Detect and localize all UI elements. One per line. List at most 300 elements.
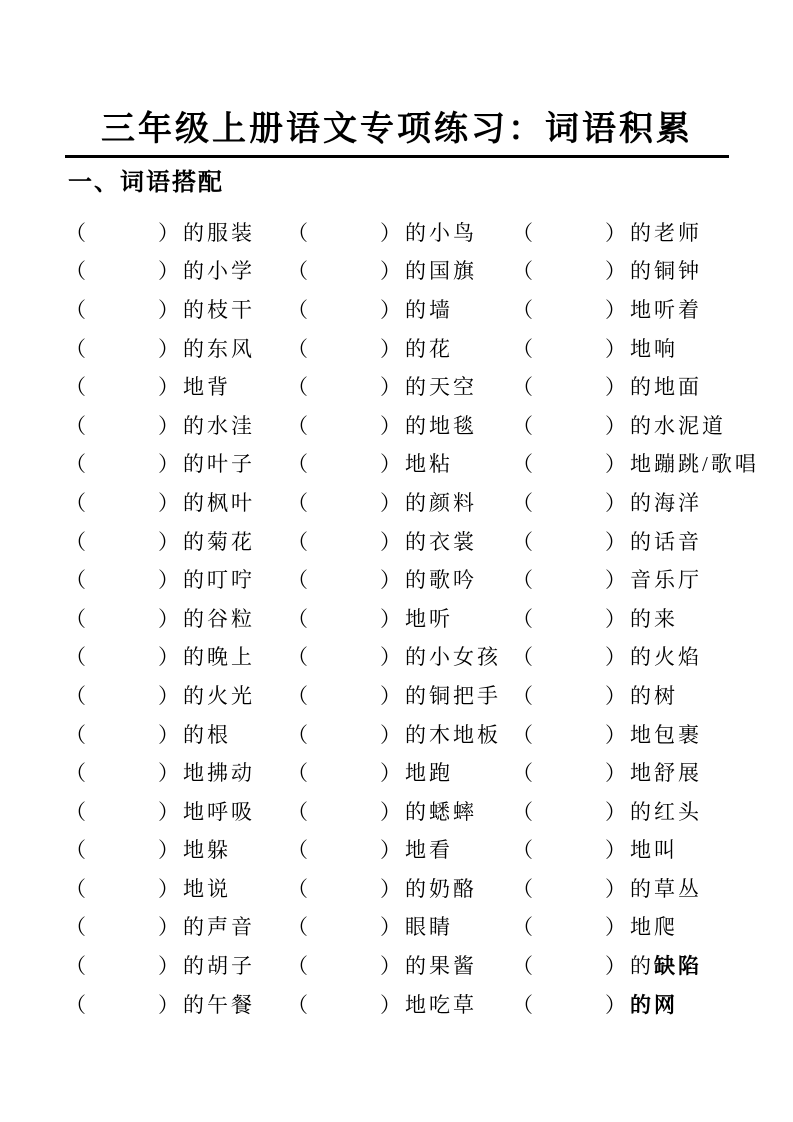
answer-blank bbox=[533, 933, 605, 934]
phrase-text: 的红头 bbox=[630, 799, 702, 824]
open-paren: （ bbox=[512, 954, 533, 979]
answer-blank bbox=[308, 509, 380, 510]
open-paren: （ bbox=[65, 954, 86, 979]
word-item bbox=[287, 917, 512, 938]
worksheet-row bbox=[65, 870, 729, 909]
word-item bbox=[65, 763, 287, 784]
word-item bbox=[287, 763, 512, 784]
open-paren: （ bbox=[287, 761, 308, 786]
word-item bbox=[512, 261, 729, 282]
open-paren: （ bbox=[65, 452, 86, 477]
worksheet-row bbox=[65, 253, 729, 292]
phrase-text: 的声音 bbox=[183, 915, 255, 940]
worksheet-row bbox=[65, 986, 729, 1025]
phrase-text: 的奶酪 bbox=[405, 876, 477, 901]
close-paren: ） bbox=[158, 645, 179, 670]
phrase-text: 的东风 bbox=[183, 336, 255, 361]
answer-blank bbox=[533, 316, 605, 317]
close-paren: ） bbox=[158, 799, 179, 824]
answer-blank bbox=[308, 818, 380, 819]
close-paren: ） bbox=[605, 645, 626, 670]
word-item bbox=[512, 377, 729, 398]
close-paren: ） bbox=[605, 413, 626, 438]
word-item bbox=[512, 763, 729, 784]
word-item bbox=[65, 799, 287, 824]
phrase-text: 地爬 bbox=[630, 915, 678, 940]
word-item bbox=[65, 683, 287, 708]
word-item bbox=[287, 722, 512, 747]
answer-blank bbox=[533, 818, 605, 819]
phrase-text: 的菊花 bbox=[183, 529, 255, 554]
word-item bbox=[287, 261, 512, 282]
open-paren: （ bbox=[287, 220, 308, 245]
word-item bbox=[287, 992, 512, 1017]
answer-blank bbox=[308, 470, 380, 471]
close-paren: ） bbox=[380, 375, 401, 400]
phrase-text: 的地毯 bbox=[405, 413, 477, 438]
close-paren: ） bbox=[158, 761, 179, 786]
word-item bbox=[65, 336, 287, 361]
word-item bbox=[65, 917, 287, 938]
word-item bbox=[287, 956, 512, 977]
answer-blank bbox=[86, 355, 158, 356]
close-paren: ） bbox=[380, 259, 401, 284]
answer-blank bbox=[533, 355, 605, 356]
phrase-text: 的服装 bbox=[183, 220, 255, 245]
answer-blank bbox=[308, 1011, 380, 1012]
close-paren: ） bbox=[158, 220, 179, 245]
worksheet-row bbox=[65, 523, 729, 562]
close-paren: ） bbox=[605, 683, 626, 708]
answer-blank bbox=[533, 663, 605, 664]
close-paren: ） bbox=[380, 568, 401, 593]
close-paren: ） bbox=[380, 683, 401, 708]
worksheet-row bbox=[65, 291, 729, 330]
word-item bbox=[287, 490, 512, 515]
open-paren: （ bbox=[512, 645, 533, 670]
page-title: 三年级上册语文专项练习：词语积累 bbox=[101, 110, 693, 148]
phrase-text: 的午餐 bbox=[183, 992, 255, 1017]
word-item bbox=[65, 529, 287, 554]
answer-blank bbox=[308, 355, 380, 356]
open-paren: （ bbox=[65, 529, 86, 554]
phrase-text: 地拂动 bbox=[183, 761, 255, 786]
answer-blank bbox=[86, 586, 158, 587]
open-paren: （ bbox=[65, 722, 86, 747]
word-item bbox=[287, 876, 512, 901]
word-item bbox=[512, 297, 729, 322]
close-paren: ） bbox=[158, 336, 179, 361]
word-item bbox=[287, 529, 512, 554]
title-underline bbox=[65, 155, 729, 158]
answer-blank bbox=[308, 625, 380, 626]
open-paren: （ bbox=[512, 336, 533, 361]
phrase-text: 的衣裳 bbox=[405, 529, 477, 554]
answer-blank bbox=[533, 702, 605, 703]
open-paren: （ bbox=[65, 683, 86, 708]
word-item bbox=[65, 454, 287, 475]
word-item bbox=[512, 606, 729, 631]
answer-blank bbox=[308, 856, 380, 857]
answer-blank bbox=[308, 277, 380, 278]
close-paren: ） bbox=[605, 490, 626, 515]
phrase-text: 的话音 bbox=[630, 529, 702, 554]
open-paren: （ bbox=[287, 799, 308, 824]
word-item bbox=[65, 840, 287, 861]
close-paren: ） bbox=[380, 529, 401, 554]
close-paren: ） bbox=[605, 876, 626, 901]
open-paren: （ bbox=[65, 490, 86, 515]
phrase-text: 地躲 bbox=[183, 838, 231, 863]
phrase-text: 的果酱 bbox=[405, 954, 477, 979]
phrase-text: 的天空 bbox=[405, 375, 477, 400]
close-paren: ） bbox=[605, 568, 626, 593]
close-paren: ） bbox=[605, 259, 626, 284]
worksheet-row bbox=[65, 947, 729, 986]
phrase-text: 地叫 bbox=[630, 838, 678, 863]
phrase-text: 地响 bbox=[630, 336, 678, 361]
phrase-text: 的铜钟 bbox=[630, 259, 702, 284]
word-item bbox=[512, 876, 729, 901]
phrase-text: 的火焰 bbox=[630, 645, 702, 670]
word-item bbox=[287, 297, 512, 322]
open-paren: （ bbox=[65, 606, 86, 631]
close-paren: ） bbox=[158, 915, 179, 940]
answer-blank bbox=[86, 432, 158, 433]
open-paren: （ bbox=[287, 375, 308, 400]
phrase-text: 的枫叶 bbox=[183, 490, 255, 515]
word-item bbox=[65, 413, 287, 438]
answer-blank bbox=[308, 239, 380, 240]
answer-blank bbox=[308, 432, 380, 433]
answer-blank bbox=[533, 895, 605, 896]
answer-blank bbox=[86, 741, 158, 742]
open-paren: （ bbox=[65, 297, 86, 322]
open-paren: （ bbox=[65, 413, 86, 438]
phrase-text: 眼睛 bbox=[405, 915, 453, 940]
open-paren: （ bbox=[287, 838, 308, 863]
worksheet-row bbox=[65, 484, 729, 523]
close-paren: ） bbox=[158, 683, 179, 708]
phrase-text: 的地面 bbox=[630, 375, 702, 400]
open-paren: （ bbox=[287, 606, 308, 631]
open-paren: （ bbox=[65, 259, 86, 284]
word-item bbox=[65, 876, 287, 901]
word-item bbox=[512, 529, 729, 554]
answer-blank bbox=[86, 625, 158, 626]
open-paren: （ bbox=[65, 645, 86, 670]
open-paren: （ bbox=[512, 761, 533, 786]
phrase-text: 音乐厅 bbox=[630, 568, 702, 593]
phrase-text: 的叶子 bbox=[183, 452, 255, 477]
open-paren: （ bbox=[512, 568, 533, 593]
answer-blank bbox=[533, 625, 605, 626]
close-paren: ） bbox=[158, 490, 179, 515]
answer-blank bbox=[308, 895, 380, 896]
word-item bbox=[287, 606, 512, 631]
word-item bbox=[512, 956, 729, 977]
phrase-text: 的叮咛 bbox=[183, 568, 255, 593]
open-paren: （ bbox=[512, 452, 533, 477]
open-paren: （ bbox=[512, 915, 533, 940]
worksheet-row bbox=[65, 600, 729, 639]
answer-blank bbox=[308, 548, 380, 549]
phrase-text: 的水洼 bbox=[183, 413, 255, 438]
close-paren: ） bbox=[605, 722, 626, 747]
phrase-text: 地说 bbox=[183, 876, 231, 901]
phrase-text: 地包裹 bbox=[630, 722, 702, 747]
close-paren: ） bbox=[605, 375, 626, 400]
answer-blank bbox=[533, 277, 605, 278]
phrase-text: 地听着 bbox=[630, 297, 702, 322]
answer-blank bbox=[533, 432, 605, 433]
open-paren: （ bbox=[512, 722, 533, 747]
word-item bbox=[287, 413, 512, 438]
word-item bbox=[512, 220, 729, 245]
answer-blank bbox=[533, 470, 605, 471]
close-paren: ） bbox=[380, 413, 401, 438]
phrase-text: 地蹦跳/歌唱 bbox=[630, 452, 759, 477]
answer-blank bbox=[308, 972, 380, 973]
close-paren: ） bbox=[380, 297, 401, 322]
word-item bbox=[65, 220, 287, 245]
word-item bbox=[512, 647, 729, 668]
close-paren: ） bbox=[380, 645, 401, 670]
close-paren: ） bbox=[158, 954, 179, 979]
phrase-text: 地粘 bbox=[405, 452, 453, 477]
word-item bbox=[65, 297, 287, 322]
phrase-text: 地跑 bbox=[405, 761, 453, 786]
worksheet-row bbox=[65, 330, 729, 369]
close-paren: ） bbox=[605, 954, 626, 979]
word-item bbox=[65, 570, 287, 591]
answer-blank bbox=[86, 316, 158, 317]
close-paren: ） bbox=[380, 992, 401, 1017]
close-paren: ） bbox=[605, 297, 626, 322]
open-paren: （ bbox=[65, 761, 86, 786]
open-paren: （ bbox=[287, 683, 308, 708]
open-paren: （ bbox=[65, 568, 86, 593]
close-paren: ） bbox=[158, 259, 179, 284]
close-paren: ） bbox=[158, 452, 179, 477]
open-paren: （ bbox=[65, 915, 86, 940]
word-item bbox=[287, 336, 512, 361]
open-paren: （ bbox=[287, 490, 308, 515]
close-paren: ） bbox=[380, 761, 401, 786]
open-paren: （ bbox=[287, 452, 308, 477]
word-item bbox=[512, 840, 729, 861]
close-paren: ） bbox=[605, 915, 626, 940]
open-paren: （ bbox=[287, 915, 308, 940]
phrase-text: 的木地板 bbox=[405, 722, 501, 747]
close-paren: ） bbox=[158, 722, 179, 747]
close-paren: ） bbox=[158, 606, 179, 631]
close-paren: ） bbox=[380, 220, 401, 245]
open-paren: （ bbox=[512, 799, 533, 824]
open-paren: （ bbox=[512, 490, 533, 515]
worksheet-row bbox=[65, 561, 729, 600]
open-paren: （ bbox=[287, 529, 308, 554]
close-paren: ） bbox=[380, 954, 401, 979]
answer-blank bbox=[533, 856, 605, 857]
open-paren: （ bbox=[65, 876, 86, 901]
word-item bbox=[512, 454, 759, 475]
phrase-text: 的颜料 bbox=[405, 490, 477, 515]
close-paren: ） bbox=[158, 876, 179, 901]
word-item bbox=[287, 683, 512, 708]
worksheet-row bbox=[65, 832, 729, 871]
open-paren: （ bbox=[512, 683, 533, 708]
answer-blank bbox=[533, 1011, 605, 1012]
close-paren: ） bbox=[380, 876, 401, 901]
close-paren: ） bbox=[158, 529, 179, 554]
answer-blank bbox=[533, 239, 605, 240]
open-paren: （ bbox=[512, 606, 533, 631]
open-paren: （ bbox=[512, 297, 533, 322]
word-item bbox=[512, 413, 729, 438]
phrase-text: 的海洋 bbox=[630, 490, 702, 515]
open-paren: （ bbox=[287, 722, 308, 747]
phrase-text: 的蟋蟀 bbox=[405, 799, 477, 824]
close-paren: ） bbox=[158, 992, 179, 1017]
phrase-text: 的胡子 bbox=[183, 954, 255, 979]
answer-blank bbox=[86, 1011, 158, 1012]
open-paren: （ bbox=[65, 375, 86, 400]
open-paren: （ bbox=[287, 413, 308, 438]
answer-blank bbox=[86, 818, 158, 819]
open-paren: （ bbox=[65, 838, 86, 863]
answer-blank bbox=[308, 663, 380, 664]
answer-blank bbox=[308, 933, 380, 934]
phrase-text: 的草丛 bbox=[630, 876, 702, 901]
close-paren: ） bbox=[605, 838, 626, 863]
worksheet-row bbox=[65, 909, 729, 948]
phrase-text: 的歌吟 bbox=[405, 568, 477, 593]
word-item bbox=[65, 992, 287, 1017]
answer-blank bbox=[533, 972, 605, 973]
open-paren: （ bbox=[512, 992, 533, 1017]
answer-blank bbox=[533, 779, 605, 780]
open-paren: （ bbox=[512, 259, 533, 284]
answer-blank bbox=[86, 548, 158, 549]
answer-blank bbox=[86, 856, 158, 857]
close-paren: ） bbox=[605, 452, 626, 477]
answer-blank bbox=[86, 239, 158, 240]
close-paren: ） bbox=[605, 336, 626, 361]
phrase-text: 的根 bbox=[183, 722, 231, 747]
worksheet-row bbox=[65, 446, 759, 485]
close-paren: ） bbox=[380, 490, 401, 515]
answer-blank bbox=[533, 741, 605, 742]
phrase-text: 的小鸟 bbox=[405, 220, 477, 245]
phrase-text: 的树 bbox=[630, 683, 678, 708]
answer-blank bbox=[308, 779, 380, 780]
word-item bbox=[512, 917, 729, 938]
close-paren: ） bbox=[380, 799, 401, 824]
word-item bbox=[287, 570, 512, 591]
word-item bbox=[512, 336, 729, 361]
section-heading: 一、词语搭配 bbox=[68, 169, 224, 196]
word-item bbox=[287, 377, 512, 398]
phrase-text: 地听 bbox=[405, 606, 453, 631]
word-item bbox=[65, 606, 287, 631]
answer-blank bbox=[86, 663, 158, 664]
phrase-text: 的国旗 bbox=[405, 259, 477, 284]
word-item bbox=[287, 647, 512, 668]
answer-blank bbox=[308, 702, 380, 703]
close-paren: ） bbox=[380, 838, 401, 863]
close-paren: ） bbox=[380, 606, 401, 631]
phrase-text: 的水泥道 bbox=[630, 413, 726, 438]
answer-blank bbox=[308, 316, 380, 317]
phrase-text: 的枝干 bbox=[183, 297, 255, 322]
close-paren: ） bbox=[605, 992, 626, 1017]
phrase-text: 的缺陷 bbox=[630, 954, 702, 979]
close-paren: ） bbox=[158, 297, 179, 322]
phrase-text: 的火光 bbox=[183, 683, 255, 708]
close-paren: ） bbox=[158, 568, 179, 593]
word-item bbox=[512, 490, 729, 515]
open-paren: （ bbox=[287, 568, 308, 593]
answer-blank bbox=[86, 509, 158, 510]
phrase-text: 的铜把手 bbox=[405, 683, 501, 708]
open-paren: （ bbox=[287, 645, 308, 670]
phrase-text: 地背 bbox=[183, 375, 231, 400]
phrase-text: 的老师 bbox=[630, 220, 702, 245]
open-paren: （ bbox=[287, 992, 308, 1017]
close-paren: ） bbox=[158, 413, 179, 438]
close-paren: ） bbox=[605, 220, 626, 245]
close-paren: ） bbox=[605, 761, 626, 786]
phrase-text: 的晚上 bbox=[183, 645, 255, 670]
word-item bbox=[65, 956, 287, 977]
open-paren: （ bbox=[65, 336, 86, 361]
answer-blank bbox=[308, 393, 380, 394]
worksheet-row bbox=[65, 677, 729, 716]
worksheet-row bbox=[65, 368, 729, 407]
open-paren: （ bbox=[512, 413, 533, 438]
answer-blank bbox=[308, 586, 380, 587]
answer-blank bbox=[533, 548, 605, 549]
worksheet-row bbox=[65, 754, 729, 793]
close-paren: ） bbox=[158, 375, 179, 400]
word-item bbox=[65, 647, 287, 668]
phrase-text: 地看 bbox=[405, 838, 453, 863]
word-item bbox=[512, 992, 729, 1017]
word-item bbox=[65, 722, 287, 747]
worksheet-row bbox=[65, 639, 729, 678]
answer-blank bbox=[86, 972, 158, 973]
worksheet-row bbox=[65, 407, 729, 446]
answer-blank bbox=[308, 741, 380, 742]
answer-blank bbox=[86, 702, 158, 703]
open-paren: （ bbox=[65, 220, 86, 245]
close-paren: ） bbox=[380, 336, 401, 361]
phrase-text: 的墙 bbox=[405, 297, 453, 322]
phrase-text: 地吃草 bbox=[405, 992, 477, 1017]
answer-blank bbox=[86, 779, 158, 780]
phrase-text: 的来 bbox=[630, 606, 678, 631]
phrase-text: 的小女孩 bbox=[405, 645, 501, 670]
open-paren: （ bbox=[287, 954, 308, 979]
worksheet-grid bbox=[65, 214, 759, 1024]
answer-blank bbox=[533, 586, 605, 587]
answer-blank bbox=[86, 933, 158, 934]
word-item bbox=[512, 570, 729, 591]
answer-blank bbox=[533, 509, 605, 510]
word-item bbox=[65, 377, 287, 398]
word-item bbox=[65, 261, 287, 282]
